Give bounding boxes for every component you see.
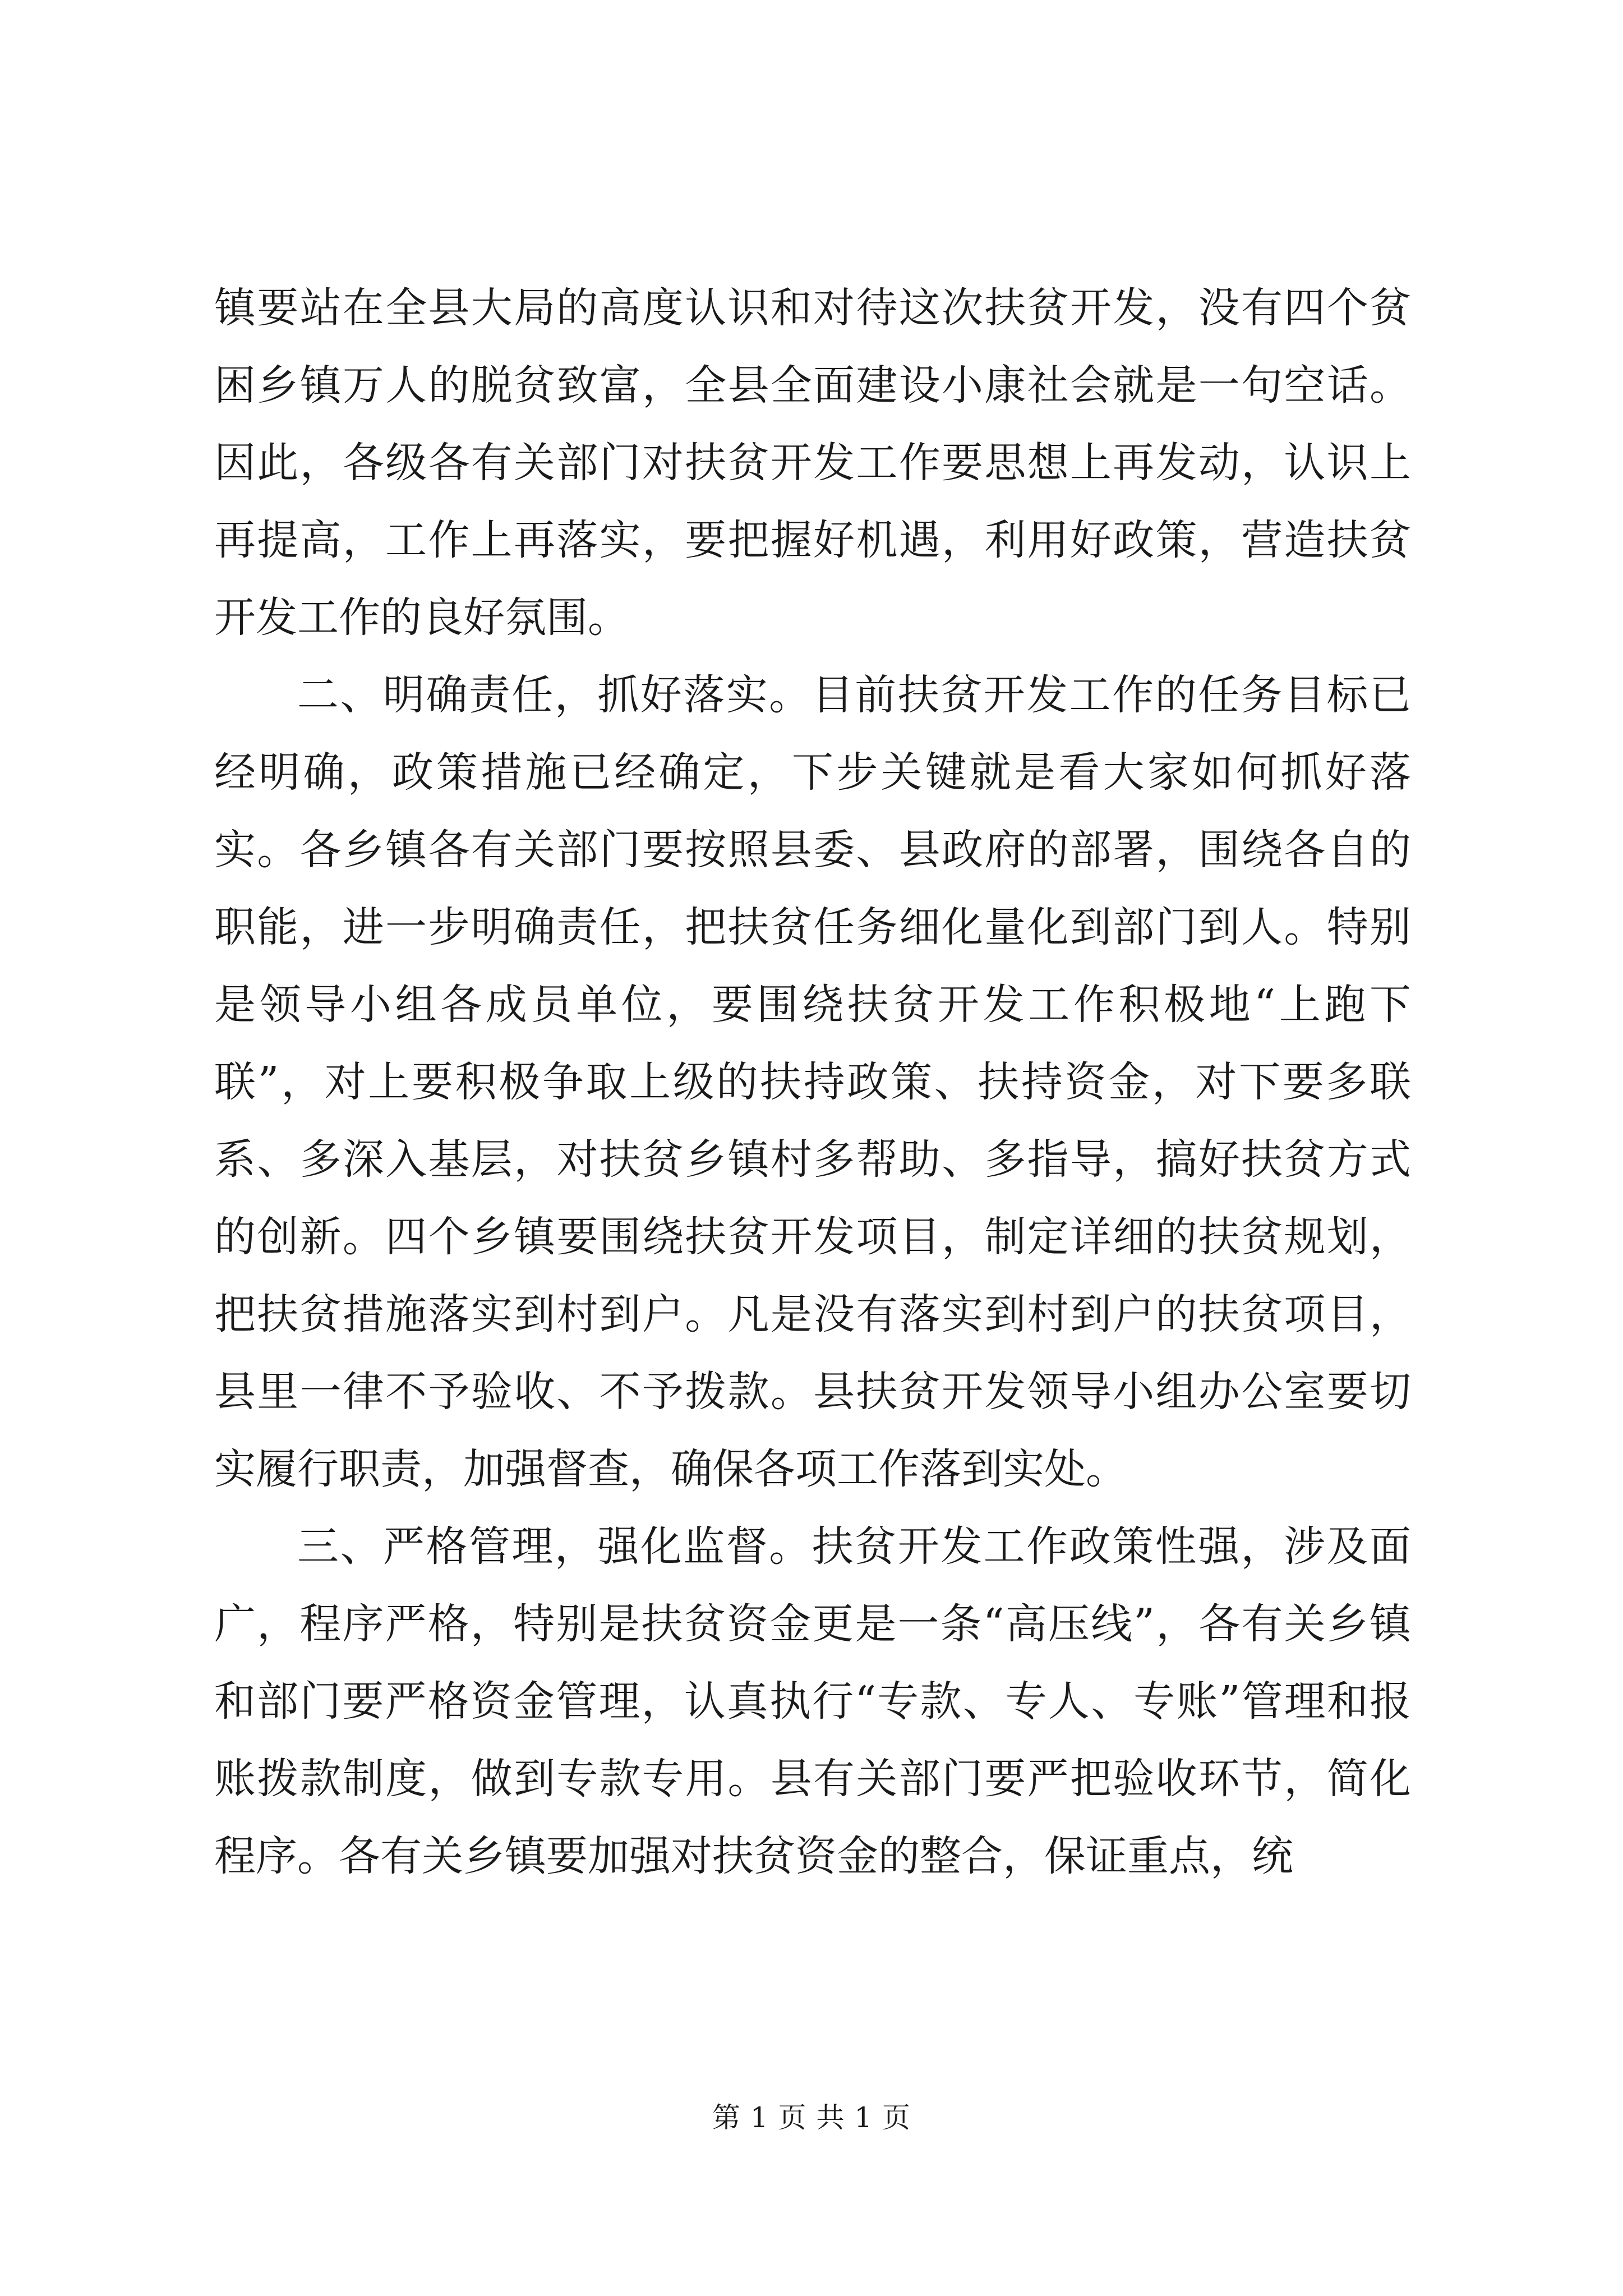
paragraph-section-3: 三、严格管理，强化监督。扶贫开发工作政策性强，涉及面广，程序严格，特别是扶贫资金更是一条“高压线”，各有关乡镇和部门要严格资金管理，认真执行“专款、专人、专账”管理和报账拨款制度，做到专款专用。县有关部门要严把验收环节，简化程序。各有关乡镇要加强对扶贫资金的整合，保证重点，统 <box>214 1522 1411 1880</box>
paragraph-section-2: 二、明确责任，抓好落实。目前扶贫开发工作的任务目标已经明确，政策措施已经确定，下步关键就是看大家如何抓好落实。各乡镇各有关部门要按照县委、县政府的部署，围绕各自的职能，进一步明确责任，把扶贫任务细化量化到部门到人。特别是领导小组各成员单位，要围绕扶贫开发工作积极地“上跑下联”，对上要积极争取上级的扶持政策、扶持资金，对下要多联系、多深入基层，对扶贫乡镇村多帮助、多指导，搞好扶贫方式的创新。四个乡镇要围绕扶贫开发项目，制定详细的扶贫规划，把扶贫措施落实到村到户。凡是没有落实到村到户的扶贫项目，县里一律不予验收、不予拨款。县扶贫开发领导小组办公室要切实履行职责，加强督查，确保各项工作落到实处。 <box>214 671 1411 1493</box>
paragraph-continuation: 镇要站在全县大局的高度认识和对待这次扶贫开发，没有四个贫困乡镇万人的脱贫致富，全县全面建设小康社会就是一句空话。因此，各级各有关部门对扶贫开发工作要思想上再发动，认识上再提高，工作上再落实，要把握好机遇，利用好政策，营造扶贫开发工作的良好氛围。 <box>214 284 1411 642</box>
document-body <box>214 269 1411 1895</box>
page-footer: 第 1 页 共 1 页 <box>712 2101 911 2134</box>
